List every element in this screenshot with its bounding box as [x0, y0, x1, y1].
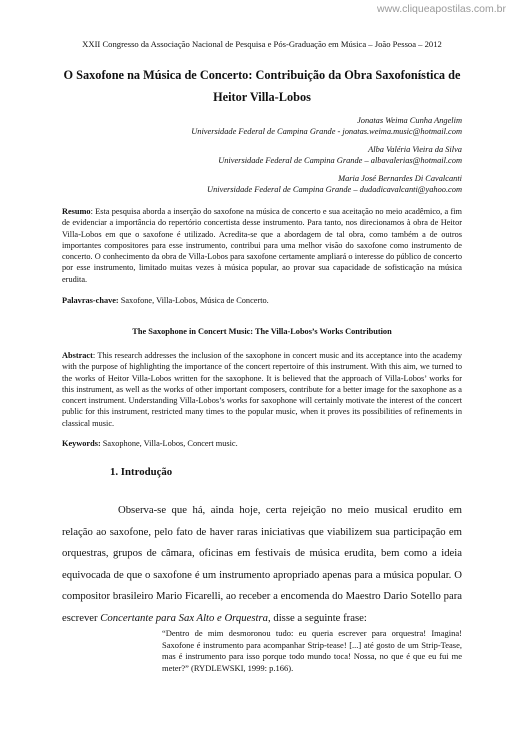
author-affiliation: Universidade Federal de Campina Grande – albavalerias@hotmail.com [218, 156, 462, 165]
section-heading: 1. Introdução [110, 466, 173, 478]
keywords-label: Keywords: [62, 439, 101, 448]
author-name: Alba Valéria Vieira da Silva [368, 145, 462, 154]
resumo-label: Resumo [62, 207, 91, 216]
author-affiliation: Universidade Federal de Campina Grande - jonatas.weima.music@hotmail.com [191, 127, 462, 136]
author-1 [62, 115, 462, 137]
body-text-1: Observa-se que há, ainda hoje, certa rejeição no meio musical erudito em relação ao saxofone, pelo fato de haver raras iniciativas que viabilizem sua participação em orquestras, grupos de câmara, oficinas em festivais de música erudita, bem como a ideia equivocada de que o saxofone é um instrumento apropriado apenas para a música popular. O compositor brasileiro Mario Ficarelli, ao receber a encomenda do Maestro Dario Sotello para escrever [62, 504, 462, 624]
keywords-text: Saxophone, Villa-Lobos, Concert music. [100, 439, 238, 448]
author-list [62, 115, 462, 202]
block-quote: “Dentro de mim desmoronou tudo: eu queria escrever para orquestra! Imagina! Saxofone é instrumento para acompanhar Strip-tease! [...] até gosto de um Strip-Tease, mas é instrumento para isso porque todo mundo toca! Nossa, no que é que eu fui me meter?” (RYDLEWSKI, 1999: p.166). [162, 628, 462, 673]
resumo-paragraph [62, 206, 462, 285]
palavras-chave-label: Palavras-chave: [62, 296, 119, 305]
body-paragraph [62, 500, 462, 629]
body-text-2: , disse a seguinte frase: [268, 611, 367, 624]
palavras-chave [62, 296, 462, 305]
resumo-text: : Esta pesquisa aborda a inserção do saxofone na música de concerto e sua aceitação no meio acadêmico, a fim de evidenciar a importância do repertório concertista desse instrumento. Para tanto, nos direcionamos à obra de Heitor Villa-Lobos em que o saxofone é utilizado. Acredita-se que a abordagem de tal obra, como também a de outros importantes compositores para esse instrumento, contribui para uma melhor visão do saxofone como instrumento de concerto. O conhecimento da obra de Villa-Lobos para saxofone certamente ampliará o interesse do público de concerto por esse instrumento, limitado muitas vezes à música popular, ao provar sua capacidade de sofisticação na música erudita. [62, 207, 462, 284]
english-title: The Saxophone in Concert Music: The Villa-Lobos’s Works Contribution [132, 327, 392, 336]
keywords [62, 439, 462, 448]
title-line-1: O Saxofone na Música de Concerto: Contribuição da Obra Saxofonística de [63, 68, 461, 82]
author-name: Maria José Bernardes Di Cavalcanti [338, 174, 462, 183]
author-name: Jonatas Weima Cunha Angelim [357, 116, 462, 125]
conference-header: XXII Congresso da Associação Nacional de Pesquisa e Pós-Graduação em Música – João Pessoa – 2012 [82, 39, 442, 49]
body-italic-title: Concertante para Sax Alto e Orquestra [100, 611, 268, 624]
abstract-label: Abstract [62, 351, 93, 360]
author-2 [62, 144, 462, 166]
title-line-2: Heitor Villa-Lobos [213, 90, 311, 104]
abstract-text: : This research addresses the inclusion of the saxophone in concert music and its acceptance into the academy with the purpose of highlighting the importance of the concert repertoire of this instrument. With this aim, we turned to the works of Heitor Villa-Lobos written for the saxophone. It is believed that the approach of Villa-Lobos’ works for this instrument, as well as the works of other important composers, contribute for a better image for the saxophone as a concert instrument. Understanding Villa-Lobos’s works for saxophone will certainly motivate the interest of the concert public for this instrument, restricted many times to the popular music, when it proves its possibilities of refinements in classical music. [62, 351, 462, 428]
palavras-chave-text: Saxofone, Villa-Lobos, Música de Concerto. [118, 296, 269, 305]
paper-title [62, 64, 462, 108]
author-affiliation: Universidade Federal de Campina Grande – dudadicavalcanti@yahoo.com [207, 185, 462, 194]
abstract-paragraph [62, 350, 462, 429]
author-3 [62, 173, 462, 195]
watermark: www.cliqueapostilas.com.br [377, 3, 506, 15]
